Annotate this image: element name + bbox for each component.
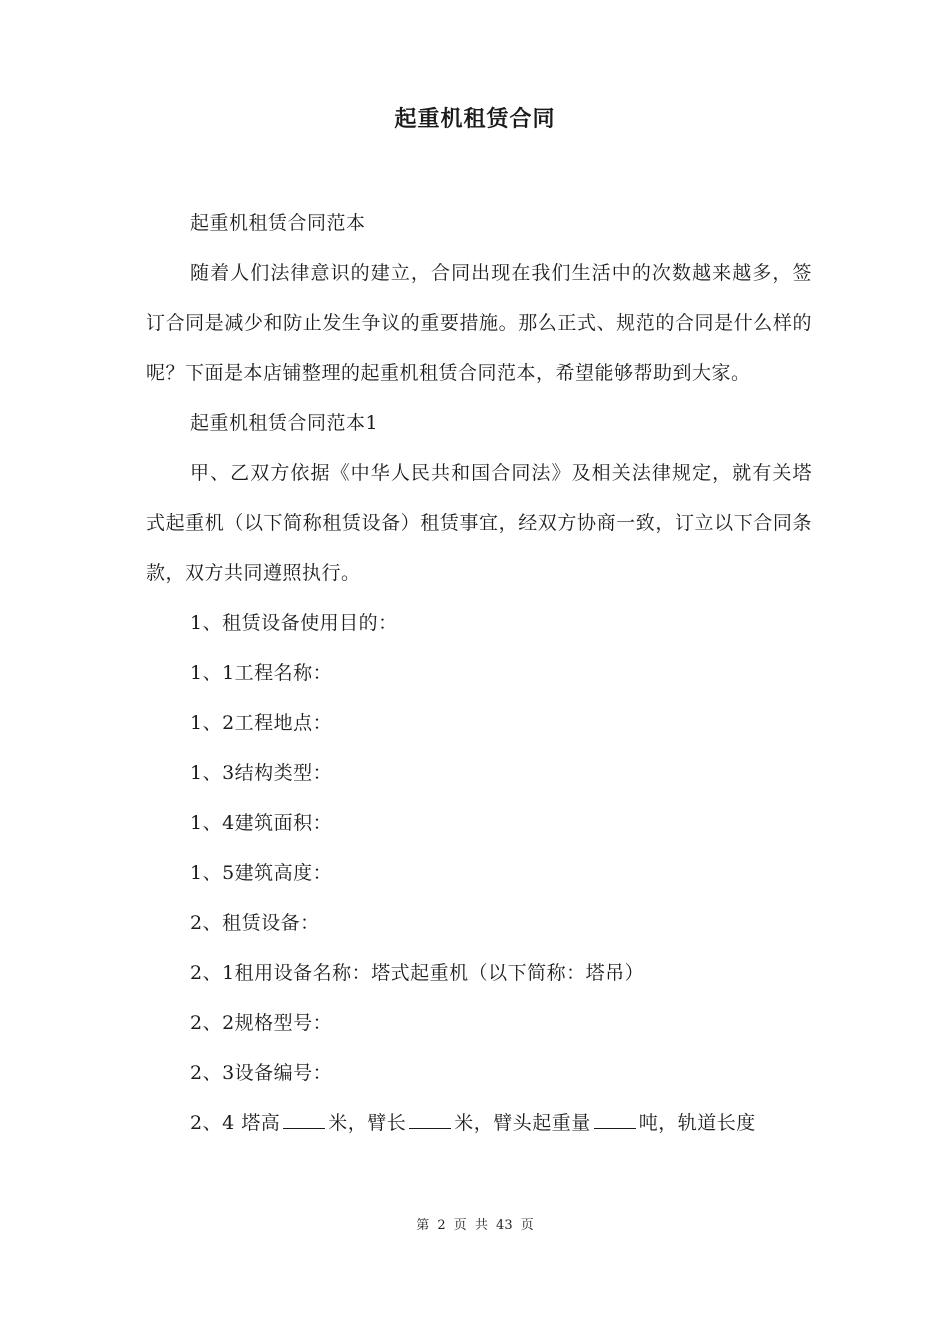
clause-2-4-part3: 米，臂头起重量 xyxy=(454,1112,591,1134)
clause-1-1: 1、1工程名称： xyxy=(190,662,333,684)
clause-2: 2、租赁设备： xyxy=(190,912,320,934)
clause-1: 1、租赁设备使用目的： xyxy=(190,612,398,634)
clause-1-5: 1、5建筑高度： xyxy=(190,862,333,884)
paragraph-template-heading: 起重机租赁合同范本1 xyxy=(190,412,379,434)
clause-1-3: 1、3结构类型： xyxy=(190,762,333,784)
clause-1-2: 1、2工程地点： xyxy=(190,712,333,734)
paragraph-preamble: 甲、乙双方依据《中华人民共和国合同法》及相关法律规定，就有关塔式起重机（以下简称租赁设备）租赁事宜，经双方协商一致，订立以下合同条款，双方共同遵照执行。 xyxy=(146,462,812,584)
page-footer: 第 2 页 共 43 页 xyxy=(416,1218,534,1233)
clause-2-4 xyxy=(146,1098,812,1148)
clause-2-2: 2、2规格型号： xyxy=(190,1012,333,1034)
clause-2-4-part1: 2、4 塔高 xyxy=(190,1112,281,1134)
clause-2-3: 2、3设备编号： xyxy=(190,1062,333,1084)
paragraph-intro: 随着人们法律意识的建立，合同出现在我们生活中的次数越来越多，签订合同是减少和防止发生争议的重要措施。那么正式、规范的合同是什么样的呢？下面是本店铺整理的起重机租赁合同范本，希望能够帮助到大家。 xyxy=(146,262,812,384)
fill-in-blank xyxy=(594,1111,636,1129)
clause-2-1: 2、1租用设备名称：塔式起重机（以下简称：塔吊） xyxy=(190,962,645,984)
fill-in-blank xyxy=(283,1111,325,1129)
clause-1-4: 1、4建筑面积： xyxy=(190,812,333,834)
document-body xyxy=(146,198,812,1148)
document-title: 起重机租赁合同 xyxy=(394,107,556,132)
paragraph-subtitle: 起重机租赁合同范本 xyxy=(190,212,366,234)
clause-2-4-part2: 米，臂长 xyxy=(328,1112,407,1134)
fill-in-blank xyxy=(409,1111,451,1129)
clause-2-4-part4: 吨，轨道长度 xyxy=(638,1112,756,1134)
